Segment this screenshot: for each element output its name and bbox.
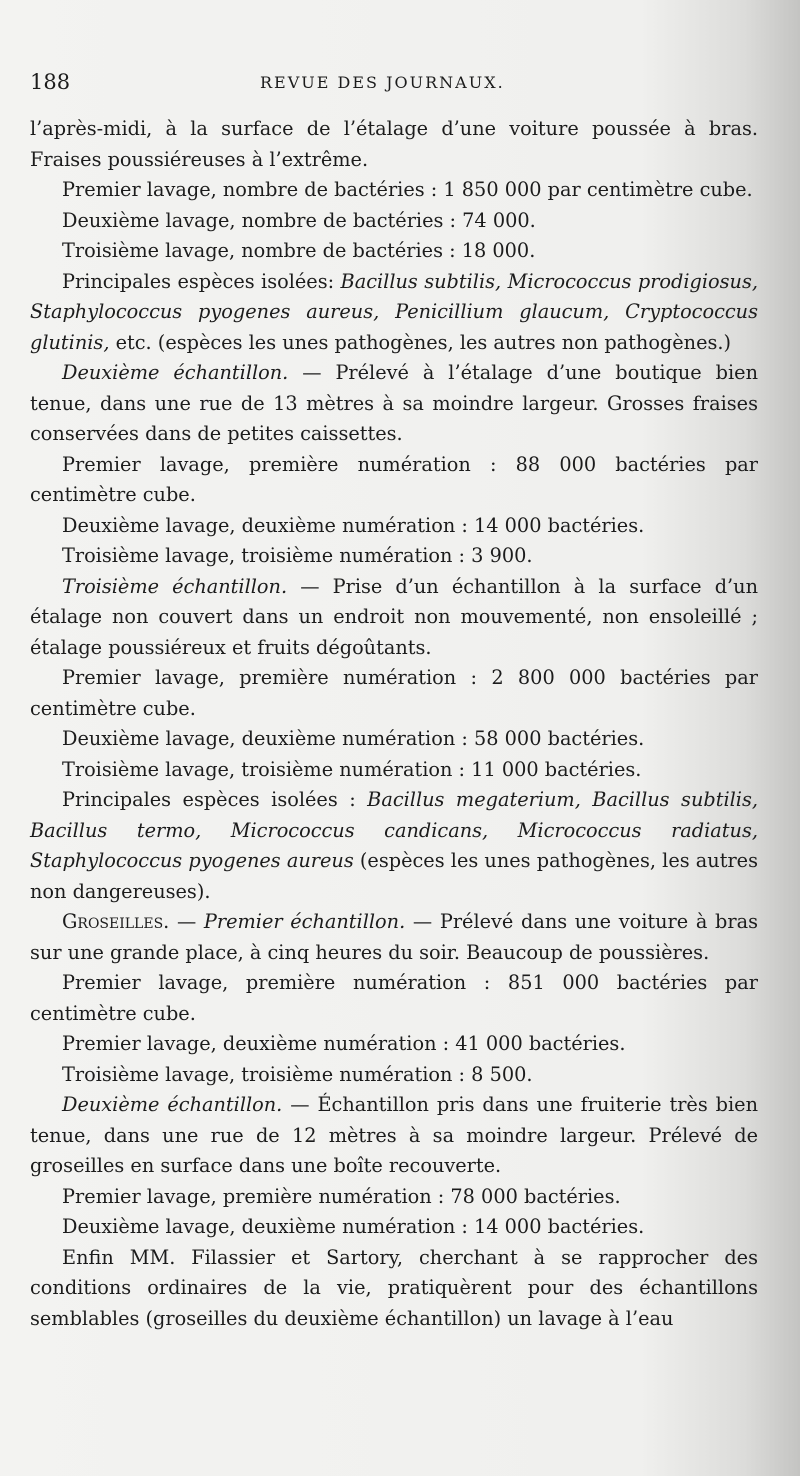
species-list: Bacillus subtilis, Micrococcus prodigiosus, Staphylococcus pyogenes aureus, Penicillium glaucum, Cryptococcus glutinis,: [30, 269, 758, 354]
paragraph: [30, 572, 758, 664]
paragraph-text: — Prélevé dans une voiture à bras sur une grande place, à cinq heures du soir. Beaucoup de poussières.: [30, 910, 758, 964]
sample-heading: Premier échantillon.: [203, 910, 406, 933]
paragraph: Deuxième lavage, nombre de bactéries : 74 000.: [62, 208, 536, 232]
paragraph: Deuxième lavage, deuxième numération : 14 000 bactéries.: [62, 1215, 645, 1238]
paragraph-lead: Principales espèces isolées :: [62, 788, 368, 811]
species-list: Bacillus megaterium, Bacillus subtilis, Bacillus termo, Micrococcus candicans, Micrococcus radiatus, Staphylococcus pyogenes aureus: [30, 788, 758, 872]
paragraph: Premier lavage, première numération : 851 000 bactéries par centimètre cube.: [30, 971, 758, 1025]
paragraph-text: — Échantillon pris dans une fruiterie très bien tenue, dans une rue de 12 mètres à sa moindre largeur. Prélevé de groseilles en surface dans une boîte recouverte.: [30, 1093, 758, 1177]
sample-heading: Deuxième échantillon.: [62, 361, 289, 384]
paragraph: Deuxième lavage, deuxième numération : 58 000 bactéries.: [62, 727, 645, 750]
paragraph: [30, 358, 758, 450]
running-title: REVUE DES JOURNAUX.: [260, 73, 505, 92]
sample-heading: Deuxième échantillon.: [62, 1093, 283, 1116]
paragraph: [30, 785, 758, 907]
paragraph: Premier lavage, première numération : 2 800 000 bactéries par centimètre cube.: [30, 666, 758, 720]
paragraph: Premier lavage, deuxième numération : 41 000 bactéries.: [62, 1032, 626, 1055]
paragraph-text: (espèces les unes pathogènes, les autres non dangereuses).: [30, 849, 758, 903]
paragraph-text: etc. (espèces les unes pathogènes, les autres non pathogènes.): [109, 330, 732, 354]
paragraph: [30, 1090, 758, 1182]
paragraph: Deuxième lavage, deuxième numération : 14 000 bactéries.: [62, 513, 645, 537]
paragraph: Troisième lavage, troisième numération : 8 500.: [62, 1062, 533, 1086]
paragraph: Troisième lavage, nombre de bactéries : 18 000.: [62, 239, 536, 262]
paragraph-text: — Prise d’un échantillon à la surface d’un étalage non couvert dans un endroit non mouvementé, non ensoleillé ; étalage poussiéreux et fruits dégoûtants.: [30, 574, 758, 659]
paragraph: [30, 267, 758, 359]
page-number: 188: [30, 70, 71, 94]
paragraph: Premier lavage, première numération : 78 000 bactéries.: [62, 1184, 621, 1208]
fruit-heading: Groseilles.: [62, 910, 170, 933]
paragraph: Troisième lavage, troisième numération : 3 900.: [62, 544, 533, 567]
article-body: [30, 114, 758, 1334]
paragraph: Premier lavage, nombre de bactéries : 1 850 000 par centimètre cube.: [62, 178, 753, 201]
paragraph-lead: Principales espèces isolées:: [62, 269, 341, 293]
paragraph: l’après-midi, à la surface de l’étalage d’une voiture poussée à bras. Fraises poussiéreuses à l’extrême.: [30, 117, 758, 171]
paragraph-text: — Prélevé à l’étalage d’une boutique bien tenue, dans une rue de 13 mètres à sa moindre largeur. Grosses fraises conservées dans de petites caissettes.: [30, 361, 758, 445]
page-header: [30, 70, 750, 104]
paragraph: Enfin MM. Filassier et Sartory, cherchant à se rapprocher des conditions ordinaires de la vie, pratiquèrent pour des échantillons semblables (groseilles du deuxième échantillon) un lavage à l’eau: [30, 1245, 758, 1330]
paragraph: Troisième lavage, troisième numération : 11 000 bactéries.: [62, 757, 642, 781]
paragraph: [30, 907, 758, 968]
sample-heading: Troisième échantillon.: [62, 574, 288, 598]
dash: —: [169, 910, 204, 933]
paragraph: Premier lavage, première numération : 88 000 bactéries par centimètre cube.: [30, 452, 758, 506]
